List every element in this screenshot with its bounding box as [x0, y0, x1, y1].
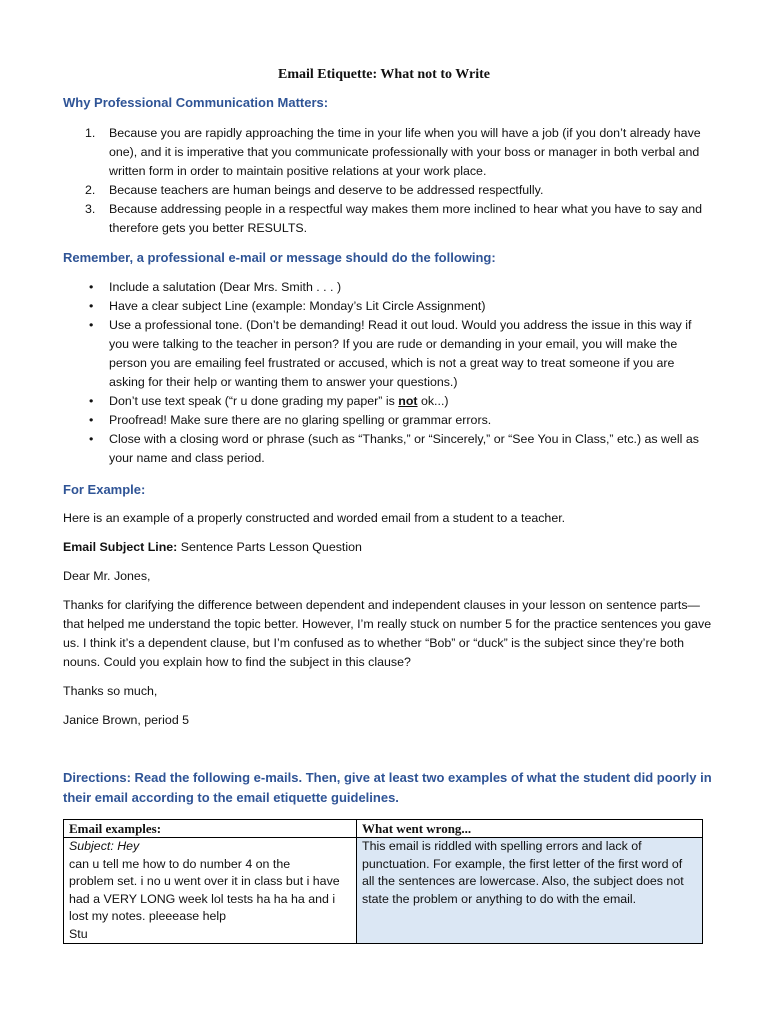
answer-cell[interactable] [357, 838, 703, 944]
example-line: had a VERY LONG week lol tests ha ha ha and i [69, 891, 336, 906]
list-item [63, 278, 713, 297]
subject-line [63, 538, 713, 557]
list-item [63, 124, 713, 181]
list-item-text: Close with a closing word or phrase (such as “Thanks,” or “Sincerely,” or “See You in Class,” etc.) as well as your name and class period. [109, 432, 699, 465]
list-item-text: Use a professional tone. (Don’t be demanding! Read it out loud. Would you address the issue in this way if you were talking to the teacher in person? If you are rude or demanding in your email, you will make the person you are emailing feel frustrated or accused, which is not a great way to treat someone if you are asking for their help or wanting them to answer your questions.) [109, 318, 692, 389]
list-item [63, 297, 713, 316]
closing: Thanks so much, [63, 684, 158, 698]
list-number: 1. [85, 126, 96, 140]
example-line: Stu [69, 926, 88, 941]
list-item-text: Have a clear subject Line (example: Monday’s Lit Circle Assignment) [109, 299, 486, 313]
why-heading: Why Professional Communication Matters: [63, 95, 329, 110]
bullet-icon: • [89, 413, 94, 427]
example-line: lost my notes. pleeease help [69, 909, 227, 923]
subject-label: Email Subject Line: [63, 540, 178, 554]
example-subject: Subject: Hey [69, 839, 140, 853]
example-heading: For Example: [63, 482, 146, 497]
table-header: What went wrong... [357, 820, 703, 838]
example-intro: Here is an example of a properly constructed and worded email from a student to a teacher. [63, 511, 566, 525]
bullet-icon: • [89, 280, 94, 294]
list-item-text: Because teachers are human beings and deserve to be addressed respectfully. [109, 183, 544, 197]
email-example-cell [64, 838, 357, 944]
list-item [63, 181, 713, 200]
table-header: Email examples: [64, 820, 357, 838]
why-list [63, 124, 713, 238]
list-item-text: ok...) [417, 394, 449, 408]
list-item [63, 411, 713, 430]
table-row [64, 838, 703, 944]
list-item-text: Proofread! Make sure there are no glaring spelling or grammar errors. [109, 413, 492, 427]
emphasis-text: not [398, 394, 418, 408]
email-examples-table [63, 819, 703, 944]
list-item [63, 316, 713, 392]
list-number: 3. [85, 202, 96, 216]
answer-text: This email is riddled with spelling errors and lack of punctuation. For example, the first letter of the first word of all the sentences are lowercase. Also, the subject does not state the problem or anything to do with the email. [362, 839, 684, 906]
greeting: Dear Mr. Jones, [63, 569, 151, 583]
directions: Directions: Read the following e-mails. Then, give at least two examples of what the student did poorly in their email according to the email etiquette guidelines. [63, 770, 712, 805]
list-number: 2. [85, 183, 96, 197]
signature: Janice Brown, period 5 [63, 713, 190, 727]
subject-value: Sentence Parts Lesson Question [177, 540, 362, 554]
example-line: can u tell me how to do number 4 on the [69, 856, 291, 871]
list-item [63, 430, 713, 468]
bullet-icon: • [89, 318, 94, 332]
list-item [63, 200, 713, 238]
remember-heading: Remember, a professional e-mail or message should do the following: [63, 250, 496, 265]
document-title: Email Etiquette: What not to Write [278, 67, 490, 82]
list-item-text: Include a salutation (Dear Mrs. Smith . . . ) [109, 280, 342, 294]
email-body: Thanks for clarifying the difference between dependent and independent clauses in your lesson on sentence parts—that helped me understand the topic better. However, I’m really stuck on number 5 for the practice sentences you gave us. I think it’s a dependent clause, but I’m confused as to whether “Bob” or “duck” is the subject since they’re both nouns. Could you explain how to find the subject in this clause? [63, 598, 712, 669]
table-header-row [64, 820, 703, 838]
list-item-text: Don’t use text speak (“r u done grading my paper” is [109, 394, 399, 408]
bullet-icon: • [89, 394, 94, 408]
example-line: problem set. i no u went over it in class but i have [69, 874, 340, 888]
bullet-icon: • [89, 432, 94, 446]
list-item-text: Because you are rapidly approaching the time in your life when you will have a job (if you don’t already have one), and it is imperative that you communicate professionally with your boss or manager in both verbal and written form in order to maintain positive relations at your work place. [109, 126, 701, 178]
remember-list [63, 278, 713, 468]
list-item [63, 392, 713, 411]
list-item-text: Because addressing people in a respectful way makes them more inclined to hear what you have to say and therefore gets you better RESULTS. [109, 202, 703, 235]
bullet-icon: • [89, 299, 94, 313]
